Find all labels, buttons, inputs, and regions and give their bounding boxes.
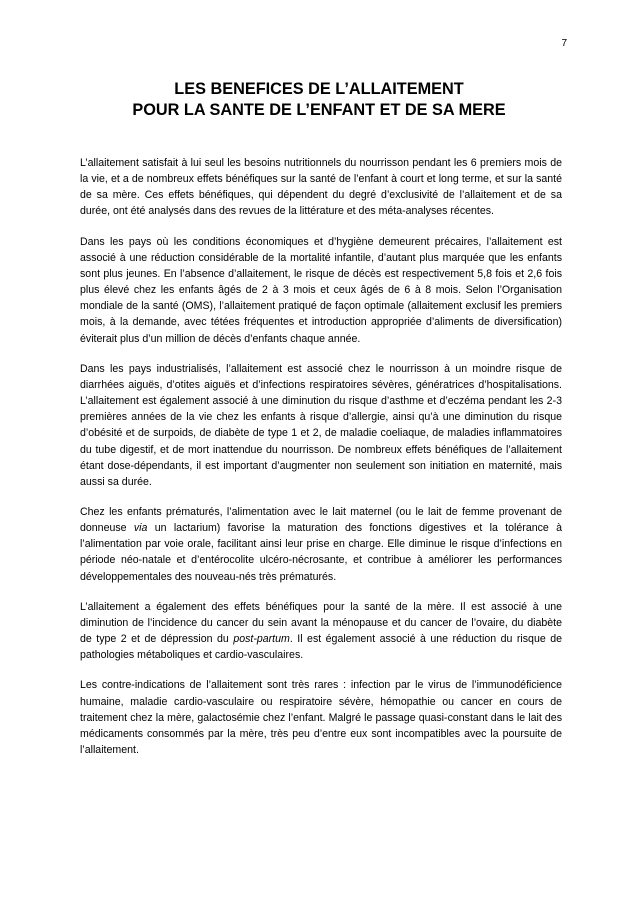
paragraph-mother-benefits [80, 599, 562, 664]
paragraph-text: un lactarium) favorise la maturation des fonctions digestives et la tolérance à l’alimentation par voie orale, facilitant ainsi leur prise en charge. Elle diminue le risque d’infections en période néo-natale et d’entérocolite ulcéro-nécrosante, et contribue à améliorer les performances développementales des nouveau-nés très prématurés. [80, 522, 563, 583]
paragraph-text: . Il est également associé à une réduction du risque de pathologies métaboliques et cardio-vasculaires. [80, 633, 563, 662]
paragraph-text: L’allaitement a également des effets bénéfiques pour la santé de la mère. Il est associé à une diminution de l’incidence du cancer du sein avant la ménopause et du cancer de l’ovaire, du diabète de type 2 et de dépression du [80, 600, 562, 646]
page-title [0, 79, 638, 121]
italic-term: post-partum [233, 633, 290, 646]
paragraph-text: Chez les enfants prématurés, l’alimentation avec le lait maternel (ou le lait de femme provenant de donneuse [80, 505, 562, 535]
paragraph-intro: L’allaitement satisfait à lui seul les besoins nutritionnels du nourrisson pendant les 6 premiers mois de la vie, et a de nombreux effets bénéfiques sur la santé de l’enfant à court et long terme, et sur la santé de sa mère. Ces effets bénéfiques, qui dépendent du degré d’exclusivité de l’allaitement et de sa durée, ont été analysés dans des revues de la littérature et des méta-analyses récentes. [80, 157, 562, 218]
paragraph-contraindications: Les contre-indications de l’allaitement sont très rares : infection par le virus de l’immunodéficience humaine, maladie cardio-vasculaire ou respiratoire sévère, hémopathie ou cancer en cours de traitement chez la mère, galactosémie chez l’enfant. Malgré le passage quasi-constant dans le lait des médicaments consommés par la mère, très peu d’entre eux sont incompatibles avec la poursuite de l’allaitement. [80, 679, 562, 756]
paragraph-premature-infants [80, 504, 562, 585]
title-line-1: LES BENEFICES DE L’ALLAITEMENT [174, 80, 464, 98]
italic-term: via [133, 522, 148, 535]
paragraph-industrialized-countries: Dans les pays industrialisés, l’allaitement est associé chez le nourrisson à un moindre risque de diarrhées aiguës, d’otites aiguës et d’infections respiratoires sévères, génératrices d’hospitalisations. L’allaitement est également associé à une diminution du risque d’asthme et d’eczéma pendant les 2-3 premières années de la vie chez les enfants à risque d’allergie, ainsi qu’à une diminution du risque d’obésité et de surpoids, de diabète de type 1 et 2, de maladie coeliaque, de maladies inflammatoires du tube digestif, et de mort inattendue du nourrisson. De nombreux effets bénéfiques de l’allaitement étant dose-dépendants, il est important d’augmenter non seulement son initiation en maternité, mais aussi sa durée. [80, 362, 562, 488]
page-number: 7 [561, 38, 567, 49]
body-text [80, 155, 562, 772]
title-line-2: POUR LA SANTE DE L’ENFANT ET DE SA MERE [132, 101, 506, 119]
paragraph-developing-countries: Dans les pays où les conditions économiques et d’hygiène demeurent précaires, l’allaitement est associé à une réduction considérable de la mortalité infantile, d’autant plus marquée que les enfants sont plus jeunes. En l’absence d’allaitement, le risque de décès est respectivement 5,8 fois et 2,6 fois plus élevé chez les enfants âgés de 2 à 3 mois et ceux âgés de 6 à 8 mois. Selon l’Organisation mondiale de la santé (OMS), l’allaitement pratiqué de façon optimale (allaitement exclusif les premiers mois, à la demande, avec tétées fréquentes et introduction appropriée d’aliments de diversification) éviterait plus d’un million de décès d’enfants chaque année. [80, 235, 562, 345]
